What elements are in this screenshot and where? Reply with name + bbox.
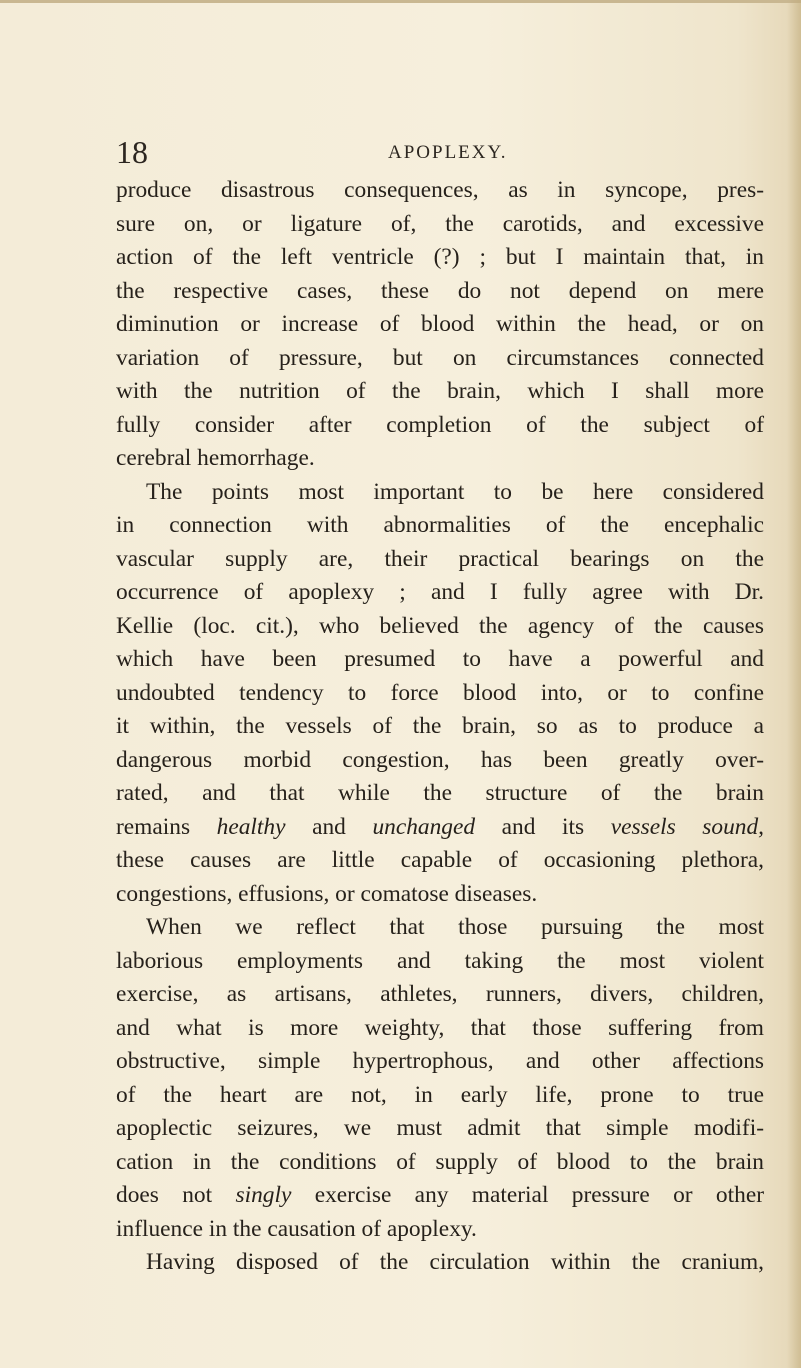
text-line: these causes are little capable of occasioning plethora, bbox=[116, 847, 764, 873]
text-line: laborious employments and taking the most violent bbox=[116, 947, 764, 974]
text-line: undoubted tendency to force blood into, or to confine bbox=[116, 679, 764, 706]
text-line: which have been presumed to have a powerful and bbox=[116, 646, 764, 672]
text-line: occurrence of apoplexy ; and I fully agree with Dr. bbox=[116, 579, 764, 605]
page-top-edge bbox=[0, 0, 801, 3]
text-line: fully consider after completion of the subject of bbox=[116, 411, 764, 438]
text-line: produce disastrous consequences, as in syncope, pres- bbox=[116, 177, 764, 203]
text-line: cation in the conditions of supply of blood to the brain bbox=[116, 1148, 764, 1175]
text-line: influence in the causation of apoplexy. bbox=[116, 1215, 477, 1242]
text-line: Having disposed of the circulation within the cranium, bbox=[146, 1249, 764, 1275]
page-right-edge-shadow bbox=[787, 0, 801, 1368]
text-line: obstructive, simple hypertrophous, and other affections bbox=[116, 1048, 764, 1074]
text-line: and what is more weighty, that those suffering from bbox=[116, 1014, 764, 1041]
text-line: exercise, as artisans, athletes, runners, divers, children, bbox=[116, 981, 764, 1007]
text-line: vascular supply are, their practical bearings on the bbox=[116, 545, 764, 572]
text-line: the respective cases, these do not depend on mere bbox=[116, 277, 764, 304]
text-segment: and bbox=[285, 813, 373, 840]
text-line bbox=[116, 811, 764, 845]
text-line: action of the left ventricle (?) ; but I maintain that, in bbox=[116, 244, 764, 270]
italic-text: vessels sound, bbox=[610, 813, 765, 840]
text-segment: exercise any material pressure or other bbox=[291, 1182, 764, 1208]
text-line: diminution or increase of blood within the head, or on bbox=[116, 311, 764, 337]
text-line: apoplectic seizures, we must admit that simple modifi- bbox=[116, 1115, 764, 1141]
text-line: in connection with abnormalities of the encephalic bbox=[116, 512, 764, 538]
page-number: 18 bbox=[116, 134, 148, 170]
italic-text: unchanged bbox=[372, 813, 476, 840]
body-text bbox=[116, 174, 764, 1280]
page-header bbox=[0, 132, 801, 172]
text-line: cerebral hemorrhage. bbox=[116, 445, 315, 471]
text-segment: remains bbox=[116, 813, 217, 840]
text-line: When we reflect that those pursuing the most bbox=[146, 914, 764, 940]
text-line: Kellie (loc. cit.), who believed the agency of the causes bbox=[116, 612, 764, 639]
text-line: dangerous morbid congestion, has been greatly over- bbox=[116, 746, 764, 773]
text-line: it within, the vessels of the brain, so as to produce a bbox=[116, 713, 764, 739]
text-line: with the nutrition of the brain, which I shall more bbox=[116, 378, 764, 404]
text-segment: does not bbox=[116, 1182, 236, 1208]
italic-text: healthy bbox=[216, 813, 286, 840]
text-line: of the heart are not, in early life, prone to true bbox=[116, 1081, 764, 1108]
text-line: variation of pressure, but on circumstances connected bbox=[116, 344, 764, 371]
text-line: sure on, or ligature of, the carotids, and excessive bbox=[116, 210, 764, 237]
text-line: The points most important to be here considered bbox=[146, 478, 764, 505]
italic-text: singly bbox=[235, 1182, 292, 1208]
text-segment: and its bbox=[475, 813, 611, 840]
running-head: APOPLEXY. bbox=[388, 142, 508, 163]
text-line bbox=[116, 1179, 764, 1213]
text-line: congestions, effusions, or comatose diseases. bbox=[116, 880, 538, 907]
text-line: rated, and that while the structure of the brain bbox=[116, 780, 764, 806]
